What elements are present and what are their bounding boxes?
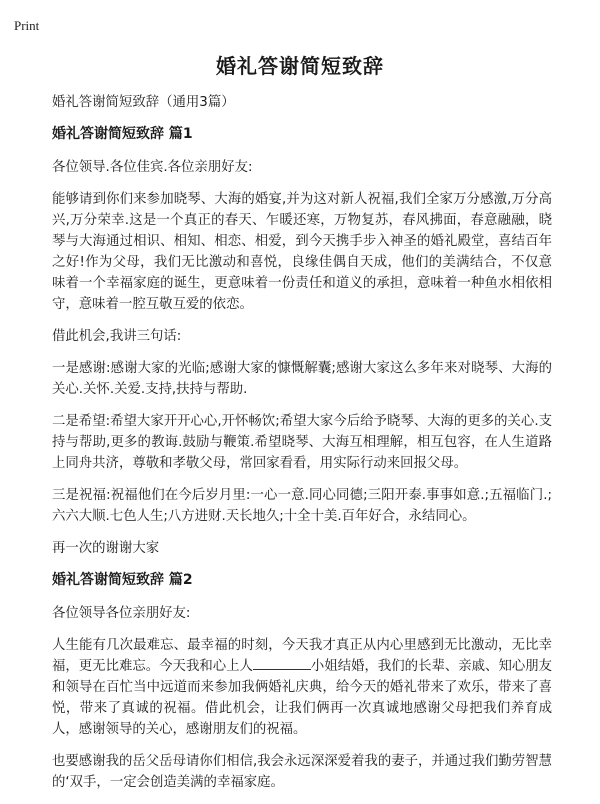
section-2-salutation: 各位领导各位亲朋好友: [52, 606, 191, 621]
print-label[interactable]: Print [14, 18, 40, 33]
section-2-paragraph-1-part-b: 小姐结婚，我们的长辈、亲戚、知心朋友和领导在百忙当中远道而来参加我俩婚礼庆典，给今天的婚礼带来了欢乐，带来了喜悦，带来了真诚的祝福。借此机会，让我们俩再一次真诚地感谢父母把我们养育成人，感谢领导的关心，感谢朋友们的祝福。 [52, 659, 553, 737]
name-blank [253, 657, 311, 670]
section-1-paragraph-4: 二是希望:希望大家开开心心,开怀畅饮;希望大家今后给予晓琴、大海的更多的关心.支持与帮助,更多的教诲.鼓励与鞭策.希望晓琴、大海互相理解，相互包容，在人生道路上同舟共济，尊敬和孝敬父母，常回家看看，用实际行动来回报父母。 [52, 414, 552, 471]
section-1-salutation: 各位领导.各位佳宾.各位亲朋好友: [52, 160, 253, 175]
section-1-paragraph-1: 能够请到你们来参加晓琴、大海的婚宴,并为这对新人祝福,我们全家万分感激,万分高兴,万分荣幸.这是一个真正的春天、乍暖还寒，万物复苏，春风拂面，春意融融，晓琴与大海通过相识、相知、相恋、相爱，到今天携手步入神圣的婚礼殿堂，喜结百年之好!作为父母，我们无比激动和喜悦，良缘佳偶自天成，他们的美满结合，不仅意味着一个幸福家庭的诞生，更意味着一份责任和道义的承担，意味着一种鱼水相依相守，意味着一腔互敬互爱的依恋。 [52, 192, 552, 312]
document-body [52, 92, 552, 804]
section-1-paragraph-3: 一是感谢:感谢大家的光临;感谢大家的慷慨解囊;感谢大家这么多年来对晓琴、大海的关心.关怀.关爱.支持,扶持与帮助. [52, 361, 552, 397]
section-1-paragraph-5: 三是祝福:祝福他们在今后岁月里:一心一意.同心同德;三阳开泰.事事如意.;五福临门.;六六大顺.七色人生;八方进财.天长地久;十全十美.百年好合，永结同心。 [52, 488, 552, 524]
subtitle: 婚礼答谢简短致辞（通用3篇） [52, 95, 235, 110]
section-1-heading: 婚礼答谢简短致辞 篇1 [52, 126, 193, 142]
section-2-heading: 婚礼答谢简短致辞 篇2 [52, 572, 193, 588]
section-1-paragraph-2: 借此机会,我讲三句话: [52, 329, 182, 344]
page-title: 婚礼答谢简短致辞 [216, 54, 384, 78]
section-2-paragraph-1 [52, 635, 552, 740]
section-2-paragraph-1-part-a: 人生能有几次最难忘、最幸福的时刻，今天我才真正从内心里感到无比激动，无比幸福，更无比难忘。今天我和心上人 [52, 638, 552, 674]
section-1-closing: 再一次的谢谢大家 [52, 541, 160, 556]
section-2-paragraph-2: 也要感谢我的岳父岳母请你们相信,我会永远深深爱着我的妻子，并通过我们勤劳智慧的‘双手，一定会创造美满的幸福家庭。 [52, 754, 552, 790]
